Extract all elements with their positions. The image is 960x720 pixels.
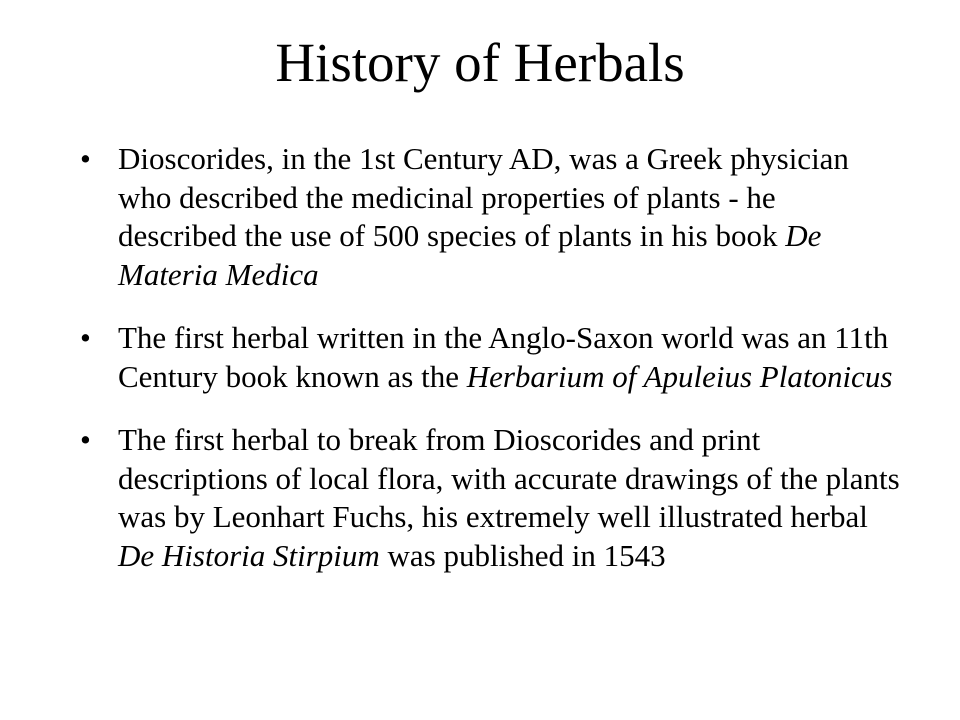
bullet-text (118, 422, 900, 573)
bullet-icon: • (80, 141, 91, 176)
bullet-text-plain: The first herbal written in the Anglo-Saxon world was an 11th Century book known as the (118, 320, 889, 394)
book-title-de-historia-stirpium: De Historia Stirpium (118, 537, 380, 573)
book-title-herbarium: Herbarium of Apuleius Platonicus (466, 358, 893, 394)
bullet-icon: • (80, 422, 91, 457)
bullet-text-plain: The first herbal to break from Dioscorides and print descriptions of local flora, with accurate drawings of the plants was by Leonhart Fuchs, his extremely well illustrated herbal (118, 422, 900, 534)
bullet-text (118, 320, 892, 394)
book-title-de-materia-medica: De Materia Medica (118, 218, 822, 292)
bullet-item-anglo-saxon (80, 319, 900, 396)
bullet-item-fuchs (80, 421, 900, 575)
bullet-icon: • (80, 320, 91, 355)
slide-title: History of Herbals (275, 32, 685, 93)
bullet-item-dioscorides (80, 140, 900, 294)
bullet-text-plain: Dioscorides, in the 1st Century AD, was a Greek physician who described the medicinal properties of plants - he described the use of 500 species of plants in his book (118, 141, 849, 253)
bullet-text (118, 141, 849, 292)
bullet-text-plain: was published in 1543 (379, 537, 666, 573)
bullet-list (80, 140, 900, 600)
